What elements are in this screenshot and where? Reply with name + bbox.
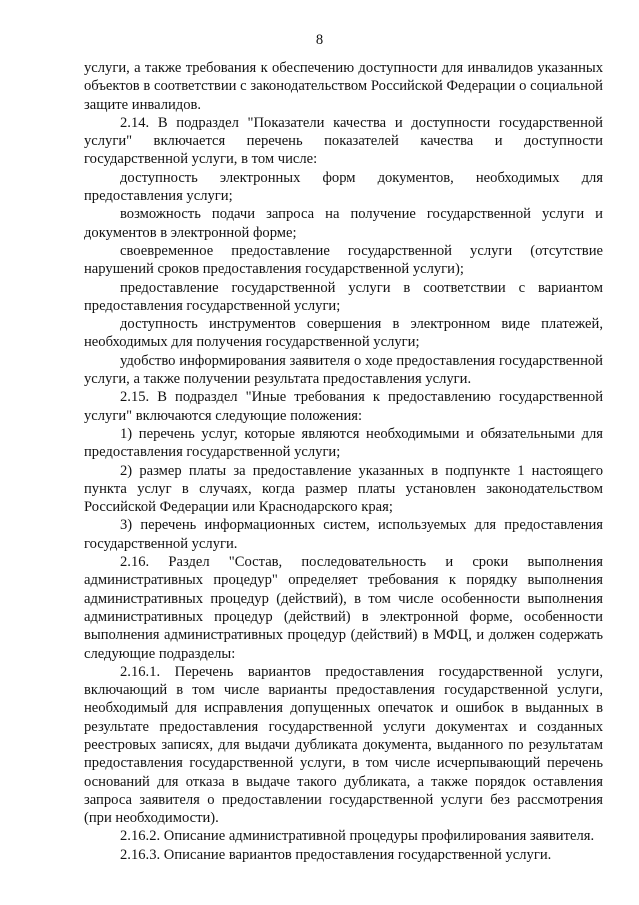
paragraph-2-16-1: 2.16.1. Перечень вариантов предоставления государственной услуги, включающий в том числе варианты предоставления государственной услуги, необходимый для исправления допущенных опечаток и ошибок в выданных в результате предоставления государственной услуги документах и созданных реестровых записях, для выдачи дубликата документа, выданного по результатам предоставления государственной услуги, в том числе исчерпывающий перечень оснований для отказа в выдаче такого дубликата, а также порядок оставления запроса заявителя о предоставлении государственной услуги без рассмотрения (при необходимости).	[84, 663, 603, 827]
list-item-electronic-payments: доступность инструментов совершения в электронном виде платежей, необходимых для получения государственной услуги;	[84, 316, 603, 351]
list-item-1: 1) перечень услуг, которые являются необходимыми и обязательными для предоставления государственной услуги;	[84, 425, 603, 461]
paragraph-2-14: 2.14. В подраздел "Показатели качества и доступности государственной услуги" включается перечень показателей качества и доступности государственной услуги, в том числе:	[84, 114, 603, 168]
list-item-3: 3) перечень информационных систем, используемых для предоставления государственной услуги.	[84, 517, 603, 552]
list-item-2: 2) размер платы за предоставление указанных в подпункте 1 настоящего пункта услуг в случаях, когда размер платы установлен законодательством Российской Федерации или Краснодарского края;	[84, 462, 603, 516]
list-item-timely-provision: своевременное предоставление государственной услуги (отсутствие нарушений сроков предоставления государственной услуги);	[84, 242, 603, 278]
paragraph-2-16-3: 2.16.3. Описание вариантов предоставления государственной услуги.	[120, 846, 552, 863]
paragraph-2-15: 2.15. В подраздел "Иные требования к предоставлению государственной услуги" включаются следующие положения:	[84, 389, 603, 424]
list-item-electronic-forms: доступность электронных форм документов, необходимых для предоставления услуги;	[84, 169, 603, 205]
paragraph-2-16-2: 2.16.2. Описание административной процедуры профилирования заявителя.	[120, 828, 595, 845]
list-item-electronic-request: возможность подачи запроса на получение государственной услуги и документов в электронной форме;	[84, 206, 603, 241]
paragraph-2-16: 2.16. Раздел "Состав, последовательность и сроки выполнения административных процедур" определяет требования к порядку выполнения административных процедур (действий), в том числе особенности выполнения административных процедур (действий) в электронной форме, особенности выполнения административных процедур (действий) в МФЦ, и должен содержать следующие подразделы:	[84, 554, 603, 662]
list-item-provision-variant: предоставление государственной услуги в соответствии с вариантом предоставления государственной услуги;	[84, 279, 603, 314]
paragraph-continuation: услуги, а также требования к обеспечению доступности для инвалидов указанных объектов в соответствии с законодательством Российской Федерации о социальной защите инвалидов.	[84, 60, 603, 113]
list-item-informing: удобство информирования заявителя о ходе предоставления государственной услуги, а также получении результата предоставления услуги.	[84, 352, 603, 388]
page-number: 8	[315, 32, 324, 48]
document-body	[84, 59, 603, 864]
